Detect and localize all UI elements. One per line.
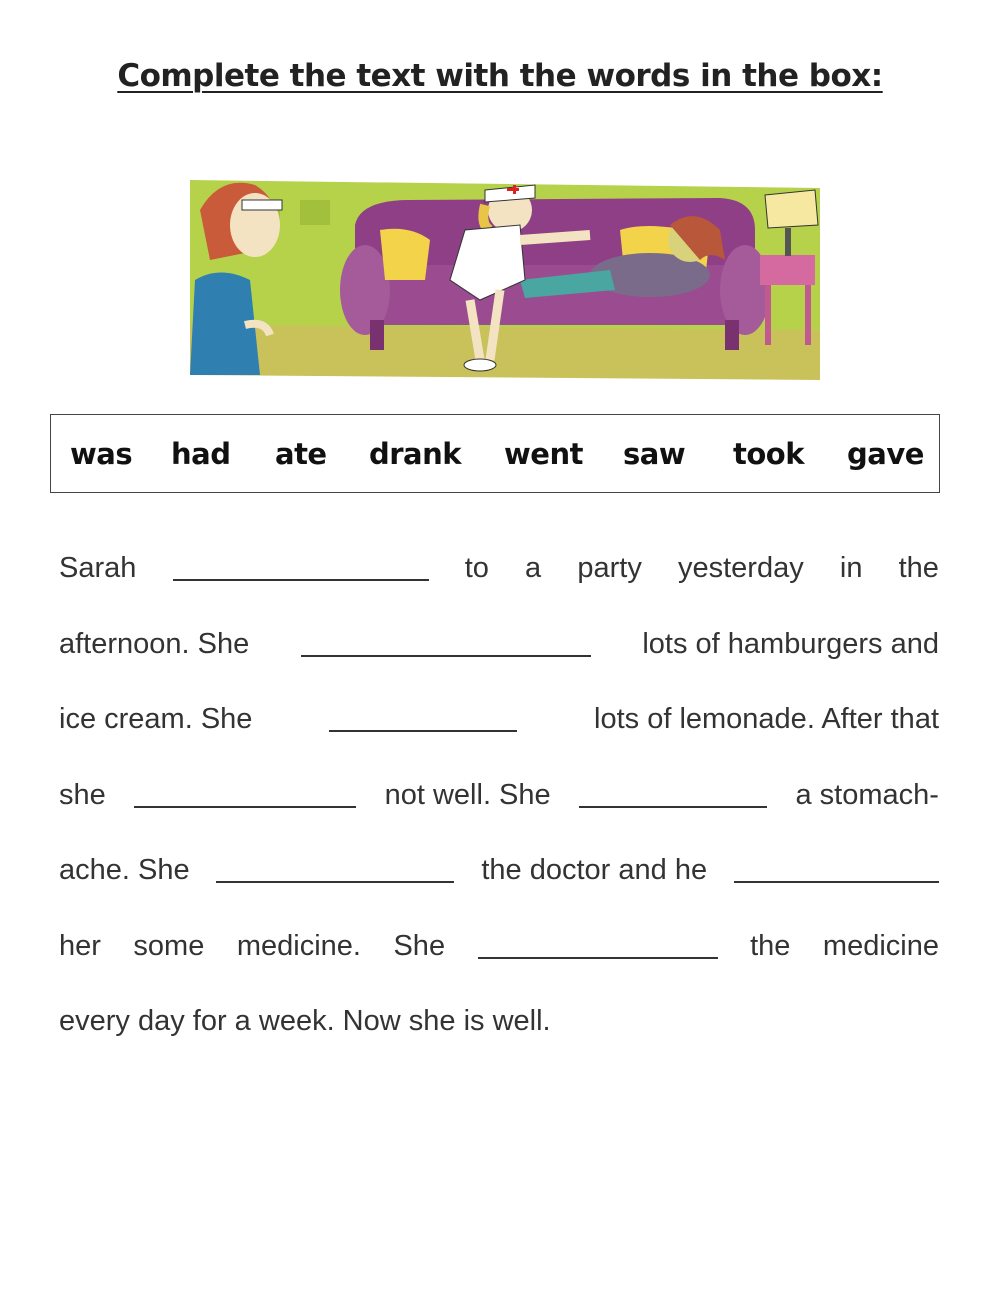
answer-blank[interactable] bbox=[478, 921, 718, 959]
passage-text-segment: a stomach- bbox=[795, 778, 939, 811]
passage-line bbox=[59, 996, 939, 1072]
passage-text-segment: lots of lemonade. After that bbox=[594, 703, 939, 735]
passage-word: a bbox=[525, 552, 542, 584]
passage-text-segment: not well. She bbox=[384, 778, 551, 811]
passage-word: medicine bbox=[822, 929, 939, 962]
word-bank-word: drank bbox=[369, 437, 462, 471]
passage-word: She bbox=[393, 929, 446, 962]
passage-text-segment: the doctor and he bbox=[481, 854, 708, 886]
answer-blank[interactable] bbox=[173, 543, 429, 581]
worksheet-title: Complete the text with the words in the box: bbox=[117, 58, 883, 94]
passage-text-segment: ache. She bbox=[59, 854, 190, 886]
passage-word: some bbox=[133, 929, 205, 962]
word-bank-box bbox=[50, 414, 940, 493]
answer-blank[interactable] bbox=[216, 845, 454, 883]
answer-blank[interactable] bbox=[734, 845, 939, 883]
word-bank-word: took bbox=[733, 437, 804, 471]
passage-text-segment: afternoon. She bbox=[59, 627, 250, 660]
passage-word: to bbox=[464, 552, 489, 584]
answer-blank[interactable] bbox=[329, 694, 517, 732]
word-bank-word: ate bbox=[275, 437, 327, 471]
passage-line bbox=[59, 921, 939, 997]
passage-word: medicine. bbox=[236, 929, 361, 962]
passage-word: the bbox=[898, 552, 939, 584]
passage-line bbox=[59, 694, 939, 770]
answer-blank[interactable] bbox=[579, 770, 767, 808]
passage-word: in bbox=[839, 552, 863, 584]
passage-text-segment: every day for a week. Now she is well. bbox=[59, 1005, 551, 1037]
passage-line bbox=[59, 770, 939, 846]
passage-word: party bbox=[577, 552, 642, 584]
answer-blank[interactable] bbox=[134, 770, 356, 808]
word-bank-word: had bbox=[171, 437, 231, 471]
answer-blank[interactable] bbox=[301, 619, 591, 657]
passage-text-segment: lots of hamburgers and bbox=[642, 627, 939, 660]
passage-line bbox=[59, 543, 939, 619]
passage-line bbox=[59, 845, 939, 921]
passage-word: her bbox=[59, 929, 101, 962]
passage-word: yesterday bbox=[677, 552, 804, 584]
passage-line bbox=[59, 619, 939, 695]
passage-word: Sarah bbox=[59, 552, 137, 584]
passage-word: the bbox=[750, 929, 791, 962]
passage-text-segment: she bbox=[59, 778, 106, 811]
word-bank-word: gave bbox=[847, 437, 924, 471]
passage-text-segment: ice cream. She bbox=[59, 703, 253, 735]
word-bank-word: saw bbox=[623, 437, 686, 471]
word-bank-word: was bbox=[70, 437, 133, 471]
passage-text bbox=[59, 543, 939, 1072]
sick-girl-nurse-icon bbox=[180, 170, 825, 385]
word-bank-word: went bbox=[504, 437, 583, 471]
